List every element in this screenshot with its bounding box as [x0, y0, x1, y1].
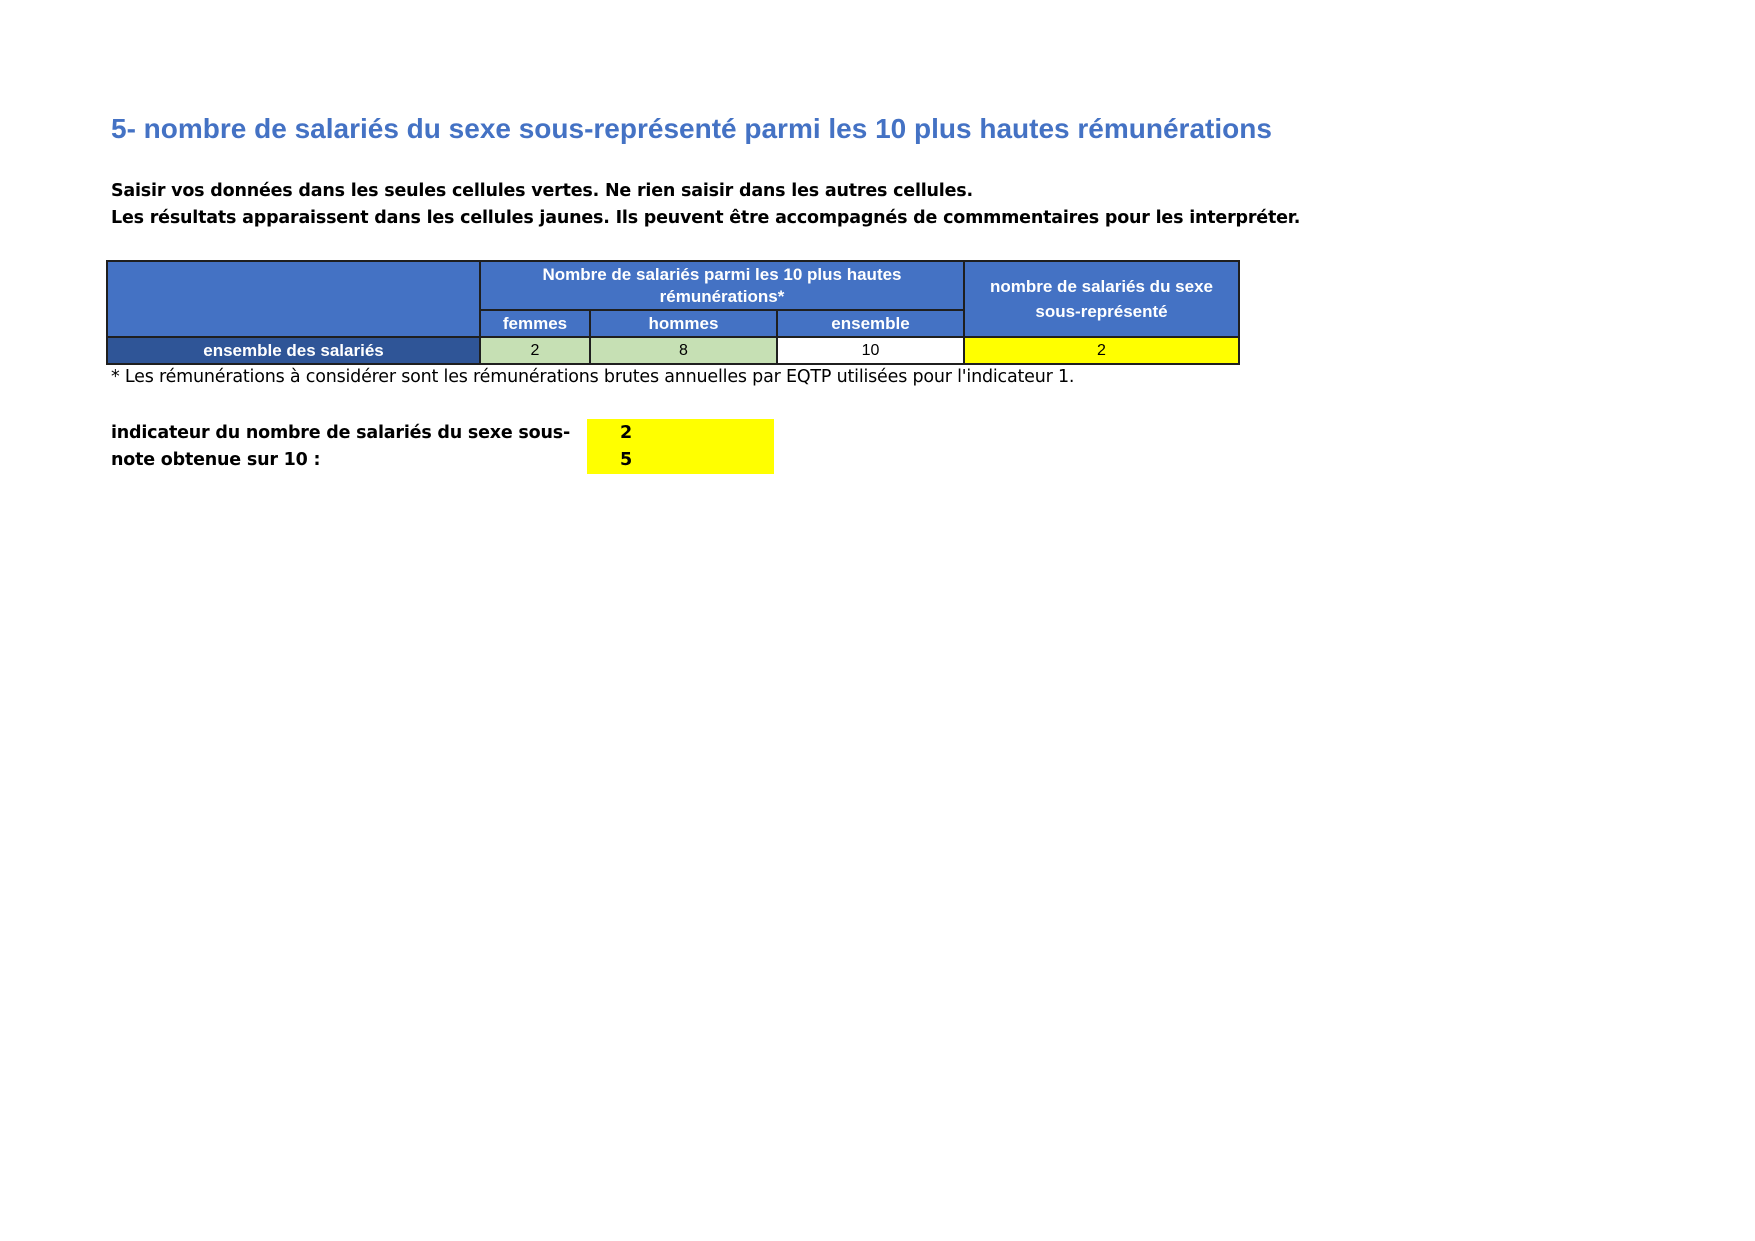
page-title: 5- nombre de salariés du sexe sous-représenté parmi les 10 plus hautes rémunérations: [111, 113, 1272, 144]
column-header-hommes: hommes: [590, 310, 777, 337]
hommes-input-cell[interactable]: 8: [590, 337, 777, 364]
instruction-line-2: Les résultats apparaissent dans les cellules jaunes. Ils peuvent être accompagnés de commmentaires pour les interpréter.: [111, 208, 1301, 228]
result-header: nombre de salariés du sexe sous-représenté: [964, 261, 1239, 337]
results-highlight: [587, 419, 774, 474]
row-label: ensemble des salariés: [107, 337, 480, 364]
indicator-value: 2: [620, 423, 633, 443]
result-cell: 2: [964, 337, 1239, 364]
column-header-ensemble: ensemble: [777, 310, 964, 337]
footnote: * Les rémunérations à considérer sont les rémunérations brutes annuelles par EQTP utilisées pour l'indicateur 1.: [111, 367, 1075, 387]
data-table: [106, 260, 1240, 365]
ensemble-cell: 10: [777, 337, 964, 364]
score-label: note obtenue sur 10 :: [111, 450, 321, 470]
group-header: Nombre de salariés parmi les 10 plus hautes rémunérations*: [480, 261, 964, 310]
empty-header-cell: [107, 261, 480, 337]
instruction-line-1: Saisir vos données dans les seules cellules vertes. Ne rien saisir dans les autres cellules.: [111, 181, 973, 201]
femmes-input-cell[interactable]: 2: [480, 337, 590, 364]
column-header-femmes: femmes: [480, 310, 590, 337]
score-value: 5: [620, 450, 633, 470]
indicator-label: indicateur du nombre de salariés du sexe sous-: [111, 423, 571, 443]
